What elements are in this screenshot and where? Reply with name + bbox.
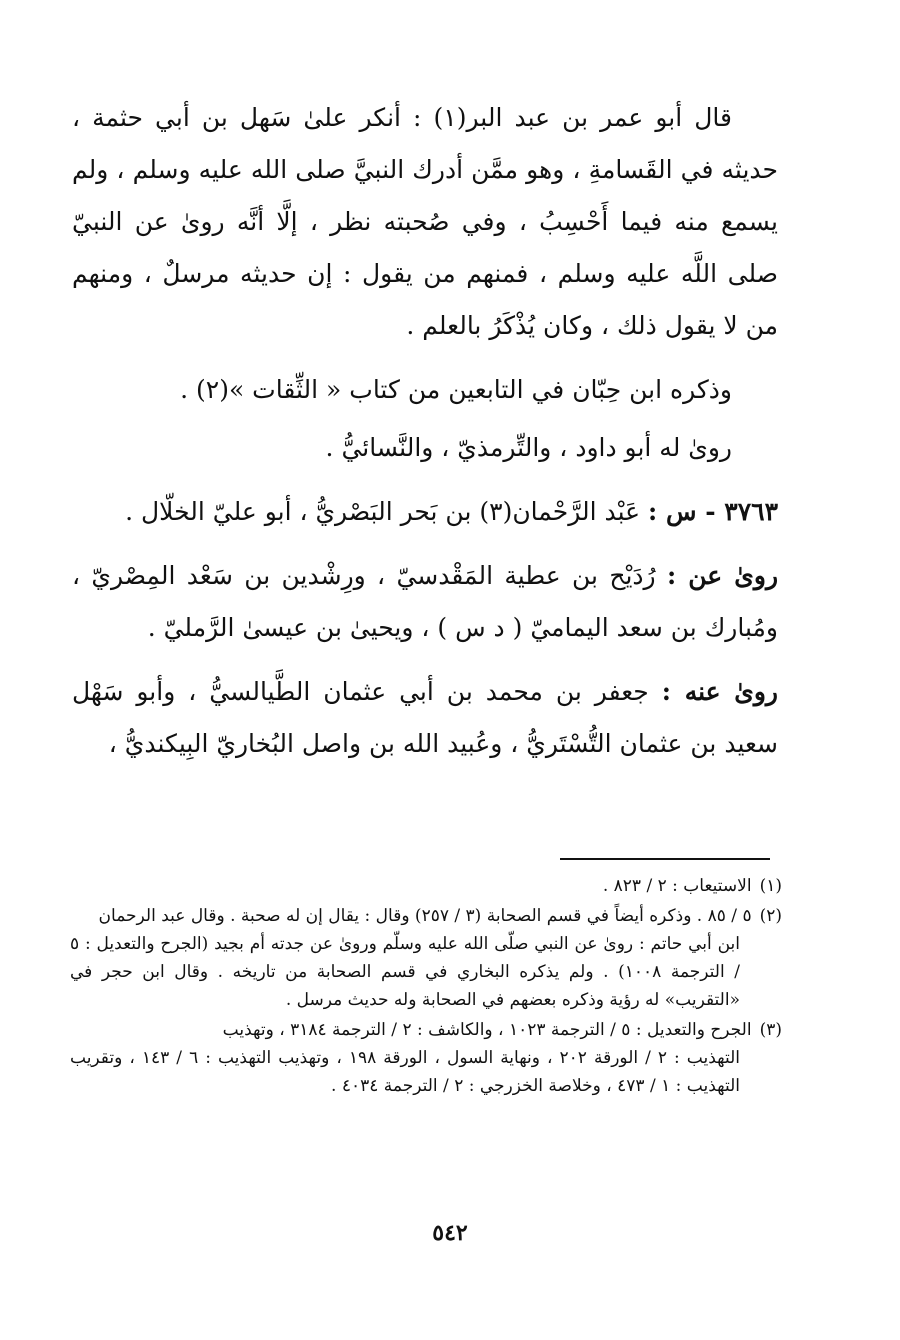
- paragraph-narrated-from: [64, 550, 779, 654]
- paragraph-narrated-by: [64, 666, 778, 770]
- narrated-from-label: روىٰ عن :: [666, 561, 779, 590]
- footnote-3: [64, 1016, 782, 1100]
- footnote-text: الاستيعاب : ٢ / ٨٢٣ .: [602, 876, 752, 896]
- entry-number: ٣٧٦٣ - س :: [648, 497, 778, 526]
- paragraph-ibn-abd-al-barr: قال أبو عمر بن عبد البر(١) : أنكر علىٰ سَهل بن أبي حثمة ، حديثه في القَسامةِ ، وهو ممَّن أدرك النبيَّ صلى الله عليه وسلم ، ولم يسمع منه فيما أَحْسِبُ ، وفي صُحبته نظر ، إلَّا أنَّه روىٰ عن النبيّ صلى اللَّه عليه وسلم ، فمنهم من يقول : إن حديثه مرسلٌ ، ومنهم من لا يقول ذلك ، وكان يُذْكَرُ بالعلم .: [64, 103, 778, 340]
- footnote-1: [70, 872, 782, 900]
- narrated-by-label: روىٰ عنه :: [661, 677, 778, 706]
- footnote-continuation: التهذيب : ٢ / الورقة ٢٠٢ ، ونهاية السول ، الورقة ١٩٨ ، وتهذيب التهذيب : ٦ / ١٤٣ ، وتقريب التهذيب : ١ / ٤٧٣ ، وخلاصة الخزرجي : ٢ / الترجمة ٤٠٣٤ .: [64, 1048, 741, 1096]
- main-text: [64, 92, 779, 782]
- footnote-2: [64, 902, 782, 1014]
- footnote-text: الجرح والتعديل : ٥ / الترجمة ١٠٢٣ ، والكاشف : ٢ / الترجمة ٣١٨٤ ، وتهذيب: [222, 1020, 752, 1040]
- footnote-number: (١): [759, 876, 782, 896]
- footnotes: [64, 872, 782, 1102]
- footnote-number: (٢): [759, 906, 782, 926]
- page-number: ٥٤٢: [432, 1220, 468, 1246]
- footnote-continuation: ابن أبي حاتم : روىٰ عن النبي صلّى الله عليه وسلّم وروىٰ عن جدته أم بجيد (الجرح والتعديل : ٥ / الترجمة ١٠٠٨) . ولم يذكره البخاري في قسم الصحابة من تاريخه . وقال ابن حجر في «التقريب» له رؤية وذكره بعضهم في الصحابة وله حديث مرسل .: [64, 934, 740, 1010]
- biography-entry-heading: [72, 486, 778, 538]
- footnote-text: ٥ / ٨٥ . وذكره أيضاً في قسم الصحابة (٣ / ٢٥٧) وقال : يقال إن له صحبة . وقال عبد الرحمان: [98, 906, 752, 926]
- entry-name: عَبْد الرَّحْمان(٣) بن بَحر البَصْريُّ ، أبو عليّ الخلّال .: [125, 497, 649, 526]
- narrated-by-list: جعفر بن محمد بن أبي عثمان الطَّيالسيُّ ، وأبو سَهْل سعيد بن عثمان التُّسْتَريُّ ، وعُبيد الله بن واصل البُخاريّ البِيكنديُّ ،: [64, 677, 778, 758]
- paragraph-narrators-of-him: روىٰ له أبو داود ، والتِّرمذيّ ، والنَّسائيُّ .: [325, 433, 732, 462]
- narrated-from-list: رُدَيْح بن عطية المَقْدسيّ ، ورِشْدين بن سَعْد المِصْريّ ، ومُبارك بن سعد اليماميّ ( د س ) ، ويحيىٰ بن عيسىٰ الرَّمليّ .: [64, 561, 778, 642]
- footnote-separator: [560, 858, 770, 860]
- paragraph-ibn-hibban: وذكره ابن حِبّان في التابعين من كتاب « الثِّقات »(٢) .: [180, 375, 732, 404]
- footnote-number: (٣): [759, 1020, 782, 1040]
